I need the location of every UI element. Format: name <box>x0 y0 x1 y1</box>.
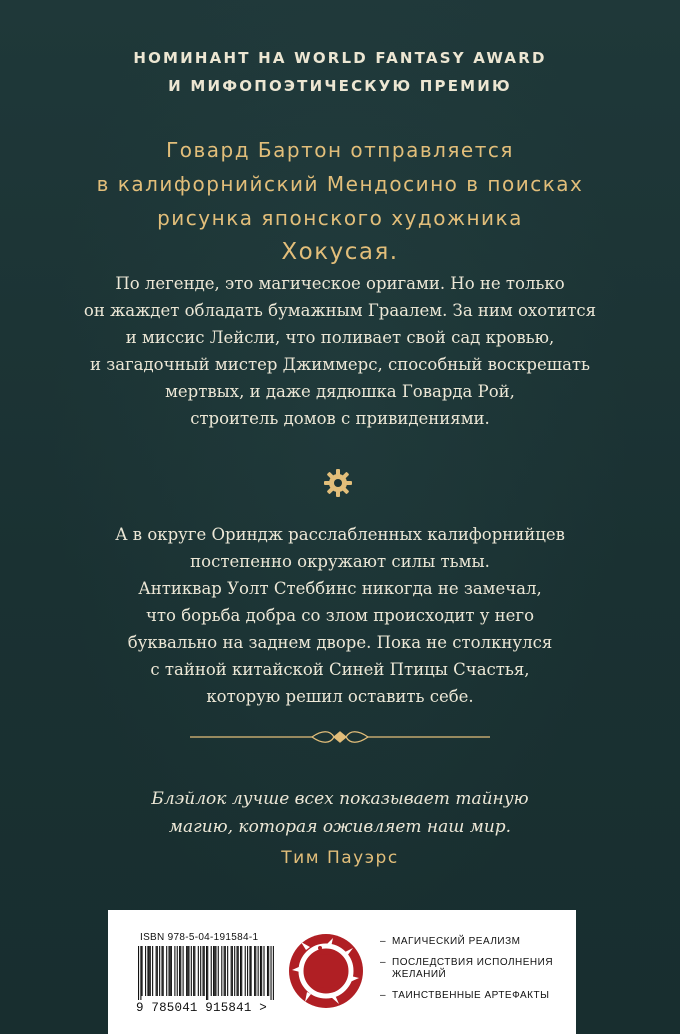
tag-dash: – <box>380 936 387 947</box>
genre-tag <box>380 957 570 981</box>
tag-label: ПОСЛЕДСТВИЯ ИСПОЛНЕНИЯ ЖЕЛАНИЙ <box>392 957 554 980</box>
isbn-label: ISBN 978-5-04-191584-1 <box>140 932 259 943</box>
genre-tag <box>380 936 570 948</box>
quote-author: Тим Пауэрс <box>281 848 399 868</box>
award-line-2: И МИФОПОЭТИЧЕСКУЮ ПРЕМИЮ <box>168 77 512 95</box>
barcode-digits: 9 785041 915841 > <box>136 1001 267 1015</box>
quote-line-1: Блэйлок лучше всех показывает тайную <box>151 789 529 809</box>
paragraph-line: По легенде, это магическое оригами. Но не только <box>115 274 565 293</box>
headline-line-4: Хокусая. <box>281 239 399 265</box>
paragraph-line: и миссис Лейсли, что поливает свой сад кровью, <box>125 328 555 347</box>
tag-dash: – <box>380 957 387 968</box>
paragraph-line: которую решил оставить себе. <box>206 687 474 706</box>
flourish-divider-icon <box>190 728 490 746</box>
headline <box>0 133 680 269</box>
genre-tags <box>380 936 570 1011</box>
paragraph-line: и загадочный мистер Джиммерс, способный воскрешать <box>89 355 591 374</box>
award-line-1: НОМИНАНТ НА WORLD FANTASY AWARD <box>133 49 547 67</box>
gear-icon <box>322 467 354 499</box>
paragraph-line: он жаждет обладать бумажным Граалем. За ним охотится <box>83 301 597 320</box>
tag-label: ТАИНСТВЕННЫЕ АРТЕФАКТЫ <box>392 990 550 1001</box>
ouroboros-dragon-logo-icon <box>287 932 365 1010</box>
award-header <box>0 44 680 100</box>
synopsis-paragraph-2 <box>0 521 680 710</box>
paragraph-line: с тайной китайской Синей Птицы Счастья, <box>150 660 530 679</box>
headline-line-3: рисунка японского художника <box>157 206 523 230</box>
tag-label: МАГИЧЕСКИЙ РЕАЛИЗМ <box>392 936 521 947</box>
paragraph-line: Антиквар Уолт Стеббинс никогда не замечал, <box>138 579 542 598</box>
headline-line-2: в калифорнийский Мендосино в поисках <box>96 172 584 196</box>
quote-line-2: магию, которая оживляет наш мир. <box>168 817 512 837</box>
tag-dash: – <box>380 990 387 1001</box>
paragraph-line: постепенно окружают силы тьмы. <box>190 552 490 571</box>
paragraph-line: строитель домов с привидениями. <box>190 409 490 428</box>
paragraph-line: А в округе Ориндж расслабленных калифорнийцев <box>115 525 565 544</box>
info-box <box>108 910 576 1034</box>
synopsis-paragraph-1 <box>0 270 680 432</box>
genre-tag <box>380 990 570 1002</box>
headline-line-1: Говард Бартон отправляется <box>166 138 514 162</box>
paragraph-line: мертвых, и даже дядюшка Говарда Рой, <box>165 382 515 401</box>
paragraph-line: что борьба добра со злом происходит у него <box>145 606 535 625</box>
paragraph-line: буквально на заднем дворе. Пока не столкнулся <box>127 633 553 652</box>
barcode-icon <box>138 946 274 1000</box>
review-quote <box>0 785 680 841</box>
